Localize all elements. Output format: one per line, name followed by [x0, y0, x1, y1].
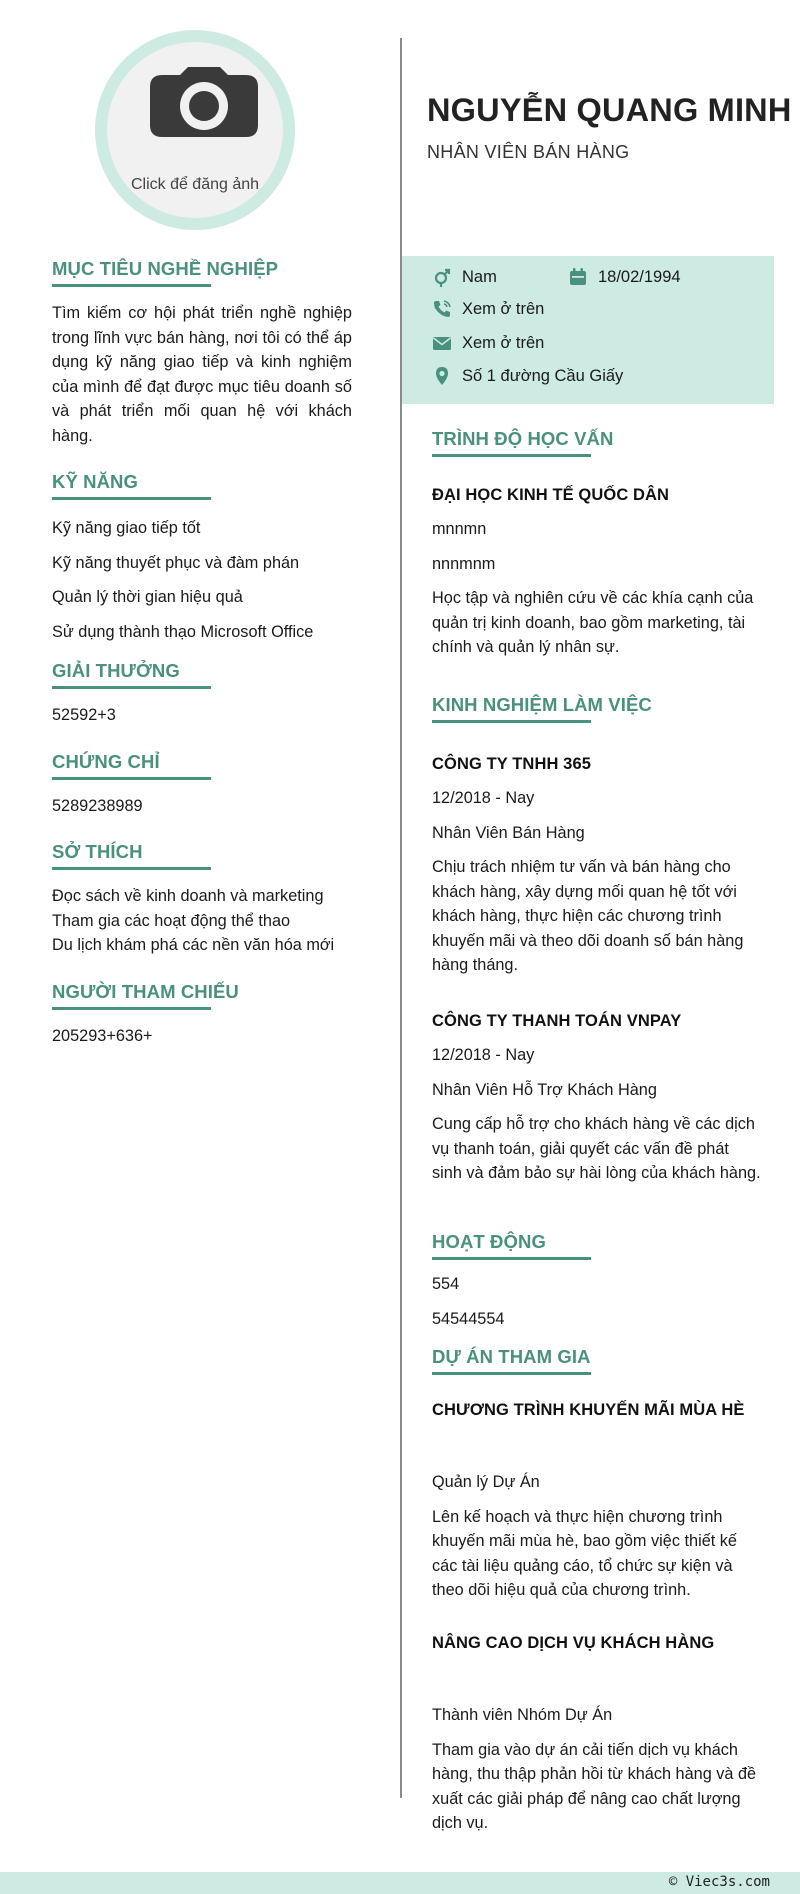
job-role: Nhân Viên Bán Hàng — [432, 823, 585, 842]
certificates-section — [52, 751, 352, 819]
phone-icon — [432, 299, 452, 319]
job-company: CÔNG TY TNHH 365 — [432, 755, 591, 773]
references-title: NGƯỜI THAM CHIẾU — [52, 981, 239, 1002]
phone-value: Xem ở trên — [462, 299, 545, 318]
education-school: ĐẠI HỌC KINH TẾ QUỐC DÂN — [432, 486, 670, 504]
gender-icon — [432, 267, 452, 287]
project-role: Quản lý Dự Án — [432, 1473, 540, 1491]
projects-section — [432, 1346, 762, 1375]
section-underline — [432, 1257, 591, 1260]
experience-job — [432, 1012, 762, 1186]
candidate-job-title: NHÂN VIÊN BÁN HÀNG — [427, 142, 630, 162]
calendar-icon — [568, 267, 588, 287]
contact-email — [432, 333, 544, 353]
avatar-caption: Click để đăng ảnh — [130, 176, 260, 193]
avatar-ring[interactable] — [95, 30, 295, 230]
education-line: nnnmnm — [432, 554, 496, 573]
contact-box — [402, 256, 774, 404]
skills-section — [52, 471, 352, 644]
contact-dob — [568, 267, 681, 287]
job-desc: Cung cấp hỗ trợ cho khách hàng về các dịch vụ thanh toán, giải quyết các vấn đề phát sinh và đảm bảo sự hài lòng của khách hàng. — [432, 1115, 761, 1182]
skill-item: Kỹ năng giao tiếp tốt — [52, 519, 201, 537]
avatar-upload[interactable] — [107, 42, 283, 218]
job-period: 12/2018 - Nay — [432, 789, 535, 807]
activity-line: 54544554 — [432, 1309, 505, 1328]
project-name: NÂNG CAO DỊCH VỤ KHÁCH HÀNG — [432, 1634, 715, 1652]
hobby-item: Tham gia các hoạt động thể thao — [52, 911, 291, 930]
location-pin-icon — [432, 366, 452, 386]
section-underline — [52, 1007, 211, 1010]
project-desc: Lên kế hoạch và thực hiện chương trình khuyến mãi mùa hè, bao gồm việc thiết kế các tài liệu quảng cáo, tổ chức sự kiện và theo dõi hiệu quả của chương trình. — [432, 1507, 737, 1599]
envelope-icon — [432, 333, 452, 353]
awards-section — [52, 660, 352, 728]
hobbies-title: SỞ THÍCH — [52, 841, 143, 862]
experience-section — [432, 694, 762, 723]
hobby-item: Du lịch khám phá các nền văn hóa mới — [52, 936, 335, 954]
section-underline — [52, 867, 211, 870]
education-section — [432, 428, 762, 660]
objective-text: Tìm kiếm cơ hội phát triển nghề nghiệp trong lĩnh vực bán hàng, nơi tôi có thể áp dụng kỹ năng giao tiếp và kinh nghiệm của mình để đạt được mục tiêu doanh số và phát triển mối quan hệ với khách hàng. — [52, 304, 352, 445]
section-underline — [432, 720, 591, 723]
skill-item: Quản lý thời gian hiệu quả — [52, 588, 243, 606]
email-value: Xem ở trên — [462, 333, 545, 352]
education-desc: Học tập và nghiên cứu về các khía cạnh của quản trị kinh doanh, bao gồm marketing, tài chính và quản lý nhân sự. — [432, 589, 754, 656]
project-desc: Tham gia vào dự án cải tiến dịch vụ khách hàng, thu thập phản hồi từ khách hàng và đề xuất các giải pháp để nâng cao chất lượng dịch vụ. — [432, 1740, 757, 1832]
contact-phone — [432, 299, 544, 319]
camera-icon — [150, 67, 258, 137]
footer-credit: © Viec3s.com — [668, 1874, 770, 1890]
experience-title: KINH NGHIỆM LÀM VIỆC — [432, 694, 652, 715]
activities-title: HOẠT ĐỘNG — [432, 1231, 546, 1252]
awards-title: GIẢI THƯỞNG — [52, 660, 180, 681]
project-item — [432, 1401, 762, 1603]
section-underline — [432, 454, 591, 457]
projects-title: DỰ ÁN THAM GIA — [432, 1346, 591, 1367]
certificates-text: 5289238989 — [52, 797, 143, 815]
address-value: Số 1 đường Cầu Giấy — [462, 366, 624, 385]
experience-job — [432, 755, 762, 978]
section-underline — [52, 497, 211, 500]
section-underline — [432, 1372, 591, 1375]
references-section — [52, 981, 352, 1049]
hobby-item: Đọc sách về kinh doanh và marketing — [52, 887, 324, 905]
project-role: Thành viên Nhóm Dự Án — [432, 1706, 613, 1724]
job-period: 12/2018 - Nay — [432, 1046, 535, 1064]
references-text: 205293+636+ — [52, 1027, 153, 1045]
job-desc: Chịu trách nhiệm tư vấn và bán hàng cho khách hàng, xây dựng mối quan hệ tốt với khách hàng, thực hiện các chương trình khuyến mãi và theo dõi doanh số bán hàng hàng tháng. — [432, 858, 744, 974]
footer-bar — [0, 1872, 800, 1894]
contact-gender — [432, 267, 497, 287]
dob-value: 18/02/1994 — [598, 267, 681, 286]
section-underline — [52, 284, 211, 287]
candidate-name: NGUYỄN QUANG MINH — [427, 92, 792, 128]
project-item — [432, 1634, 762, 1836]
contact-address — [432, 366, 623, 386]
awards-text: 52592+3 — [52, 706, 116, 724]
objective-title: MỤC TIÊU NGHỀ NGHIỆP — [52, 258, 279, 279]
gender-value: Nam — [462, 267, 497, 286]
certificates-title: CHỨNG CHỈ — [52, 751, 160, 772]
education-title: TRÌNH ĐỘ HỌC VẤN — [432, 428, 614, 449]
hobbies-section — [52, 841, 352, 958]
section-underline — [52, 686, 211, 689]
job-company: CÔNG TY THANH TOÁN VNPAY — [432, 1012, 682, 1030]
skill-item: Sử dụng thành thạo Microsoft Office — [52, 622, 314, 641]
skills-title: KỸ NĂNG — [52, 471, 139, 492]
job-role: Nhân Viên Hỗ Trợ Khách Hàng — [432, 1080, 657, 1099]
education-line: mnnmn — [432, 520, 487, 538]
project-name: CHƯƠNG TRÌNH KHUYẾN MÃI MÙA HÈ — [432, 1401, 745, 1419]
section-underline — [52, 777, 211, 780]
activity-line: 554 — [432, 1275, 460, 1293]
objective-section — [52, 258, 352, 448]
activities-section — [432, 1231, 762, 1331]
skill-item: Kỹ năng thuyết phục và đàm phán — [52, 553, 300, 572]
